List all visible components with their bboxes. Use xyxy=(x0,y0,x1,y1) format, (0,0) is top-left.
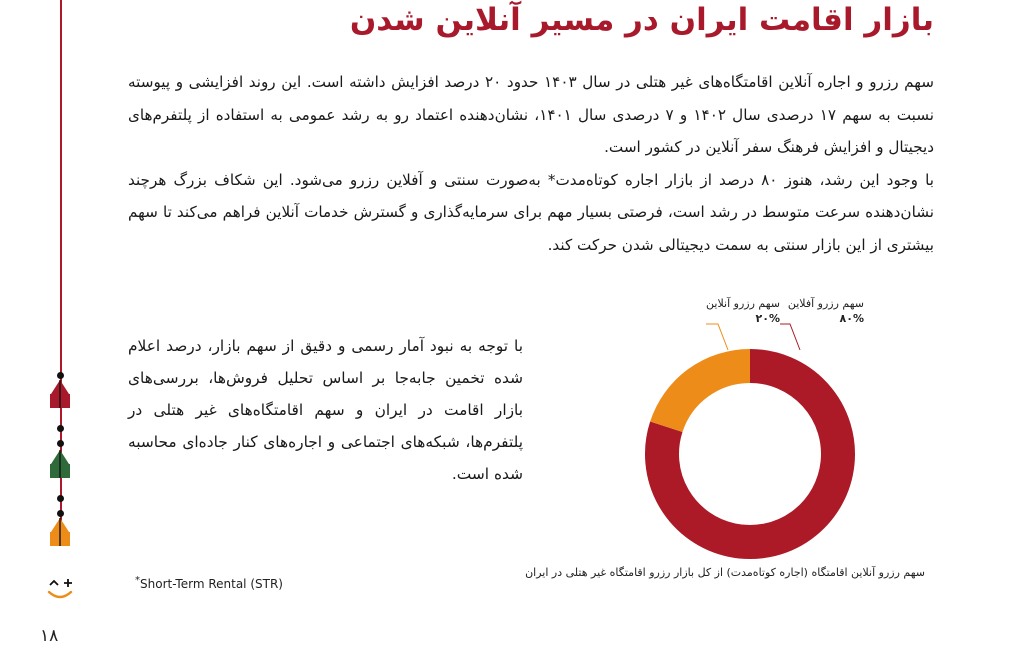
legend-online-value: ۲۰% xyxy=(755,312,780,325)
rail-dot xyxy=(57,440,64,447)
orange-tassel-icon xyxy=(47,518,73,548)
red-tassel-icon xyxy=(47,380,73,410)
paragraph-2: با وجود این رشد، هنوز ۸۰ درصد از بازار اجاره کوتاه‌مدت* به‌صورت سنتی و آفلاین رزرو می‌شود. این شکاف بزرگ هرچند نشان‌دهنده سرعت متوسط در رشد است، فرصتی بسیار مهم برای سرمایه‌گذاری و گسترش خدمات آنلاین فراهم می‌کند تا سهم بیشتری از این بازار سنتی به سمت دیجیتالی شدن حرکت کند. xyxy=(128,170,934,254)
methodology-note: با توجه به نبود آمار رسمی و دقیق از سهم بازار، درصد اعلام شده تخمین جابه‌جا بر اساس تحلیل فروش‌ها، بررسی‌های بازار اقامت در ایران و سهم اقامتگاه‌های غیر هتلی در پلتفرم‌ها، شبکه‌های اجتماعی و اجاره‌های کنار جاده‌ای محاسبه شده است. xyxy=(128,337,523,483)
rail-dot xyxy=(57,372,64,379)
rail-dot xyxy=(57,495,64,502)
brand-logo-icon xyxy=(44,578,76,602)
donut-chart xyxy=(630,320,870,560)
paragraph-1: سهم رزرو و اجاره آنلاین اقامتگاه‌های غیر هتلی در سال ۱۴۰۳ حدود ۲۰ درصد افزایش داشته است. این روند افزایشی و پیوسته نسبت به سهم ۱۷ درصدی سال ۱۴۰۲ و ۷ درصدی سال ۱۴۰۱، نشان‌دهنده اعتماد رو به رشد عمومی به استفاده از پلتفرم‌های دیجیتال و افزایش فرهنگ سفر آنلاین در کشور است. xyxy=(128,73,935,157)
rail-dot xyxy=(57,425,64,432)
rail-dot xyxy=(57,510,64,517)
leader-online xyxy=(706,324,728,350)
donut-slices xyxy=(662,366,838,542)
page-title: بازار اقامت ایران در مسیر آنلاین شدن xyxy=(349,2,934,38)
donut-slice-1 xyxy=(666,366,750,427)
intro-text xyxy=(128,66,934,262)
leader-lines xyxy=(706,324,800,350)
footnote-text: Short-Term Rental (STR) xyxy=(140,577,283,591)
footnote xyxy=(135,575,283,591)
green-tassel-icon xyxy=(47,450,73,480)
legend-offline-name: سهم رزرو آفلاین xyxy=(787,297,864,310)
legend-online-name: سهم رزرو آنلاین xyxy=(706,297,780,310)
page-number: ۱۸ xyxy=(40,626,59,646)
footnote-mark: * xyxy=(135,575,140,586)
chart-caption: سهم رزرو آنلاین اقامتگاه (اجاره کوتاه‌مدت) از کل بازار رزرو اقامتگاه غیر هتلی در ایران xyxy=(525,566,925,579)
leader-offline xyxy=(780,324,800,350)
legend-offline-value: ۸۰% xyxy=(839,312,864,325)
